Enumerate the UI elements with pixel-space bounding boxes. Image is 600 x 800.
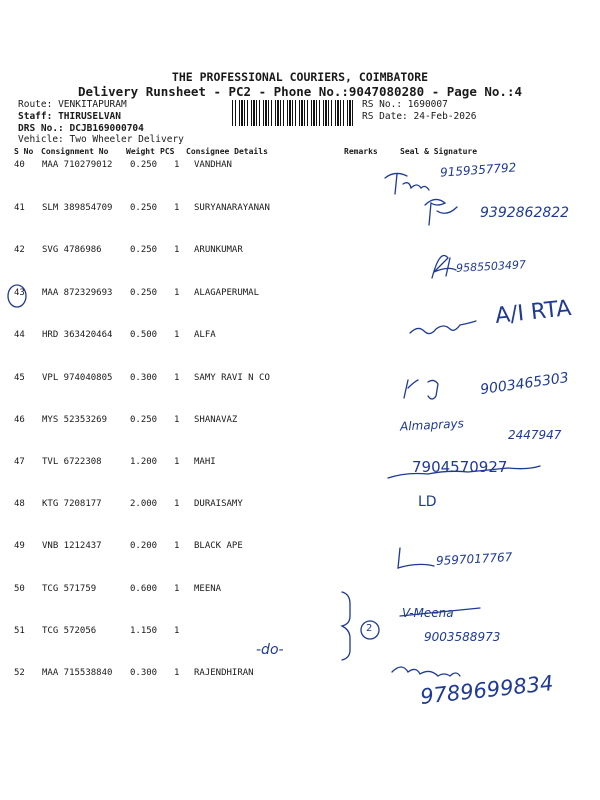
row-sno: 44 bbox=[14, 330, 25, 340]
staff-line bbox=[18, 111, 121, 122]
hw-note-48: LD bbox=[418, 494, 437, 510]
table-row bbox=[0, 457, 600, 497]
hw-ditto-51: -do- bbox=[256, 642, 284, 658]
row-consignee: BLACK APE bbox=[194, 541, 243, 551]
row-weight: 0.250 bbox=[130, 415, 158, 425]
row-pcs: 1 bbox=[174, 330, 180, 340]
table-row bbox=[0, 330, 600, 370]
col-header-consignment: Consignment No bbox=[41, 147, 109, 156]
hw-phone-42: 9585503497 bbox=[455, 258, 527, 275]
row-consignee: RAJENDHIRAN bbox=[194, 668, 254, 678]
vehicle-value: Two Wheeler Delivery bbox=[69, 134, 184, 145]
row-consignment: TCG 571759 bbox=[42, 584, 97, 594]
row-sno: 40 bbox=[14, 160, 25, 170]
row-consignment: HRD 363420464 bbox=[42, 330, 113, 340]
hw-phone-40: 9159357792 bbox=[439, 160, 517, 180]
row-sno: 43 bbox=[14, 288, 25, 298]
row-sno: 47 bbox=[14, 457, 25, 467]
row-pcs: 1 bbox=[174, 541, 180, 551]
row-pcs: 1 bbox=[174, 203, 180, 213]
hw-phone-49: 9597017767 bbox=[435, 550, 513, 568]
row-consignment: SVG 4786986 bbox=[42, 245, 102, 255]
hw-note-44: A/I RTA bbox=[493, 296, 573, 329]
table-row bbox=[0, 584, 600, 624]
row-weight: 0.500 bbox=[130, 330, 158, 340]
col-header-weight: Weight bbox=[126, 147, 155, 156]
row-pcs: 1 bbox=[174, 415, 180, 425]
row-consignee: MAHI bbox=[194, 457, 216, 467]
row-pcs: 1 bbox=[174, 288, 180, 298]
row-consignee: SURYANARAYANAN bbox=[194, 203, 270, 213]
barcode-image bbox=[232, 100, 356, 126]
rs-no-line bbox=[362, 99, 448, 110]
row-consignment: MAA 872329693 bbox=[42, 288, 113, 298]
row-consignee: VANDHAN bbox=[194, 160, 232, 170]
row-consignment: SLM 389854709 bbox=[42, 203, 113, 213]
row-pcs: 1 bbox=[174, 584, 180, 594]
row-weight: 0.300 bbox=[130, 668, 158, 678]
row-sno: 49 bbox=[14, 541, 25, 551]
row-sno: 50 bbox=[14, 584, 25, 594]
drs-line bbox=[18, 123, 144, 134]
row-pcs: 1 bbox=[174, 499, 180, 509]
row-consignee: ARUNKUMAR bbox=[194, 245, 243, 255]
hw-number-46: 2447947 bbox=[508, 428, 562, 442]
row-pcs: 1 bbox=[174, 626, 180, 636]
row-pcs: 1 bbox=[174, 457, 180, 467]
row-sno: 48 bbox=[14, 499, 25, 509]
runsheet-subtitle: Delivery Runsheet - PC2 - Phone No.:9047080280 - Page No.:4 bbox=[77, 84, 522, 99]
staff-value: THIRUSELVAN bbox=[58, 111, 121, 122]
row-sno: 46 bbox=[14, 415, 25, 425]
row-pcs: 1 bbox=[174, 373, 180, 383]
row-pcs: 1 bbox=[174, 668, 180, 678]
row-consignee: DURAISAMY bbox=[194, 499, 243, 509]
vehicle-label: Vehicle: bbox=[18, 134, 64, 145]
row-consignment: MAA 710279012 bbox=[42, 160, 113, 170]
row-consignee: ALFA bbox=[194, 330, 216, 340]
row-weight: 0.200 bbox=[130, 541, 158, 551]
row-consignment: TCG 572056 bbox=[42, 626, 97, 636]
col-header-consignee: Consignee Details bbox=[186, 147, 268, 156]
rs-date-label: RS Date: bbox=[362, 111, 408, 122]
drs-label: DRS No.: bbox=[18, 123, 64, 134]
company-title: THE PROFESSIONAL COURIERS, COIMBATORE bbox=[171, 70, 429, 84]
route-line bbox=[18, 99, 127, 110]
col-header-seal: Seal & Signature bbox=[400, 147, 478, 156]
row-weight: 0.250 bbox=[130, 245, 158, 255]
hw-name-50: V-Meena bbox=[402, 606, 454, 620]
col-header-pcs: PCS bbox=[160, 147, 175, 156]
row-pcs: 1 bbox=[174, 160, 180, 170]
row-consignee: ALAGAPERUMAL bbox=[194, 288, 260, 298]
row-weight: 2.000 bbox=[130, 499, 158, 509]
vehicle-line bbox=[18, 134, 184, 145]
hw-count-51: 2 bbox=[366, 623, 373, 634]
hw-phone-52: 9789699834 bbox=[419, 671, 555, 709]
row-weight: 0.600 bbox=[130, 584, 158, 594]
route-label: Route: bbox=[18, 99, 53, 110]
row-consignment: TVL 6722308 bbox=[42, 457, 102, 467]
col-header-sno: S No bbox=[14, 147, 34, 156]
hw-phone-41: 9392862822 bbox=[480, 205, 570, 221]
row-sno: 51 bbox=[14, 626, 25, 636]
row-weight: 1.200 bbox=[130, 457, 158, 467]
row-consignment: MAA 715538840 bbox=[42, 668, 113, 678]
row-weight: 1.150 bbox=[130, 626, 158, 636]
hw-phone-45: 9003465303 bbox=[479, 369, 570, 399]
row-consignment: KTG 7208177 bbox=[42, 499, 102, 509]
row-weight: 0.300 bbox=[130, 373, 158, 383]
hw-phone-47: 7904570927 bbox=[412, 458, 508, 476]
table-row bbox=[0, 626, 600, 666]
row-pcs: 1 bbox=[174, 245, 180, 255]
route-value: VENKITAPURAM bbox=[58, 99, 127, 110]
row-consignee: MEENA bbox=[194, 584, 222, 594]
row-consignment: MYS 52353269 bbox=[42, 415, 108, 425]
row-sno: 45 bbox=[14, 373, 25, 383]
rs-date-value: 24-Feb-2026 bbox=[413, 111, 477, 122]
row-consignment: VPL 974040805 bbox=[42, 373, 113, 383]
col-header-remarks: Remarks bbox=[344, 147, 378, 156]
row-consignment: VNB 1212437 bbox=[42, 541, 102, 551]
hw-phone-50: 9003588973 bbox=[424, 630, 501, 644]
row-consignee: SHANAVAZ bbox=[194, 415, 238, 425]
row-sno: 41 bbox=[14, 203, 25, 213]
row-weight: 0.250 bbox=[130, 160, 158, 170]
rs-no-label: RS No.: bbox=[362, 99, 403, 110]
row-weight: 0.250 bbox=[130, 288, 158, 298]
row-consignee: SAMY RAVI N CO bbox=[194, 373, 270, 383]
row-sno: 42 bbox=[14, 245, 25, 255]
row-sno: 52 bbox=[14, 668, 25, 678]
rs-no-value: 1690007 bbox=[407, 99, 448, 110]
row-weight: 0.250 bbox=[130, 203, 158, 213]
drs-value: DCJB169000704 bbox=[69, 123, 144, 134]
rs-date-line bbox=[362, 111, 476, 122]
staff-label: Staff: bbox=[18, 111, 53, 122]
table-row bbox=[0, 499, 600, 539]
hw-name-46: Almaprays bbox=[399, 416, 465, 434]
